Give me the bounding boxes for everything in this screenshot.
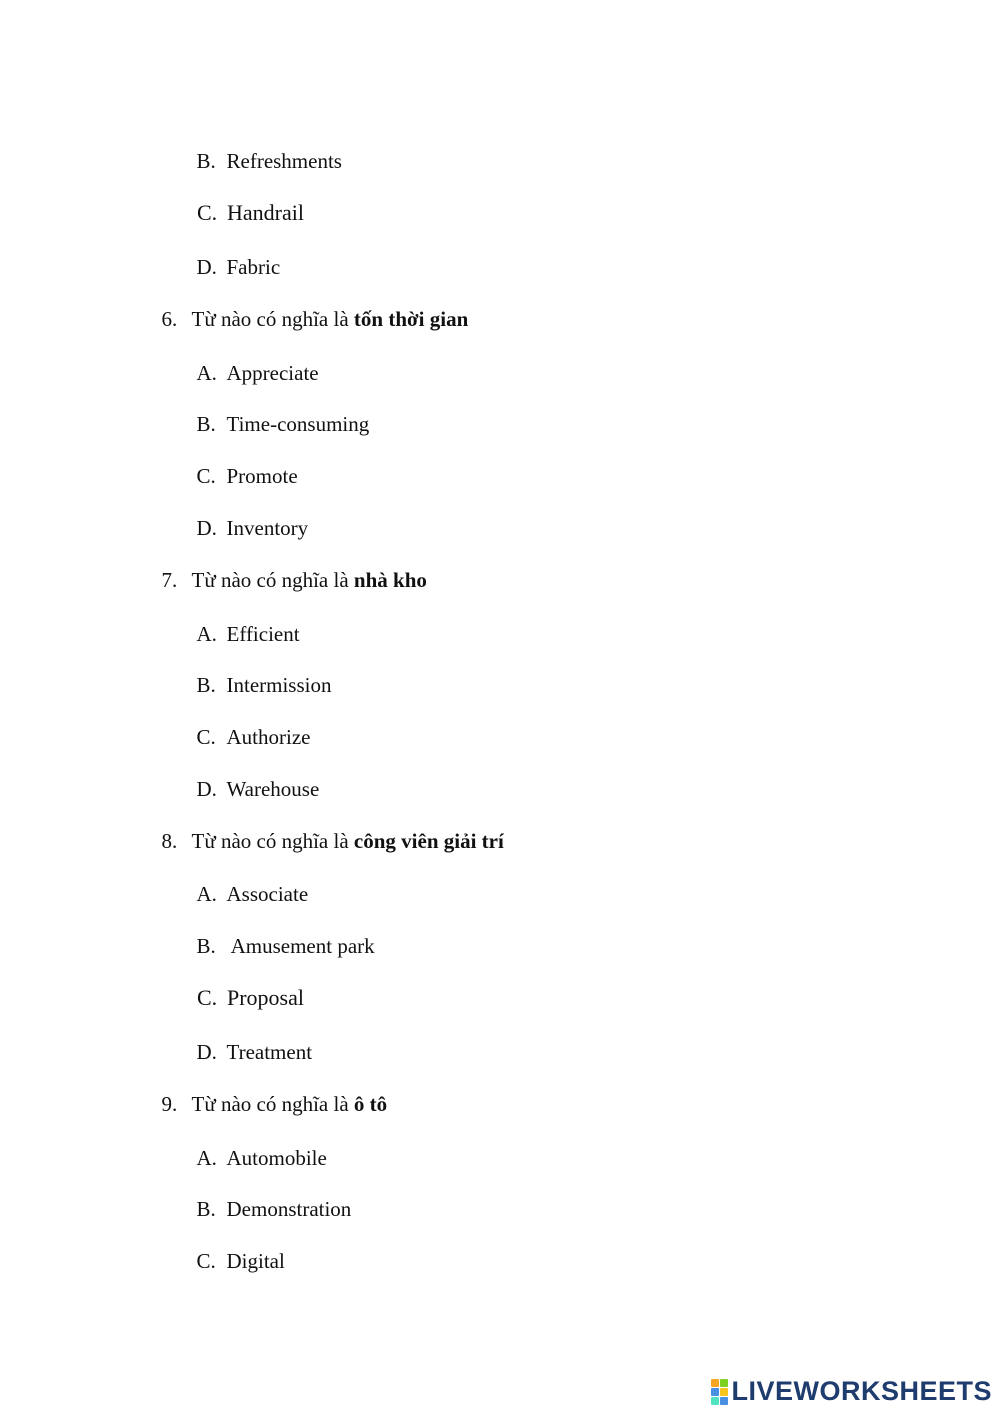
option-7c[interactable] [186,698,310,750]
option-9a[interactable] [186,1119,327,1171]
option-text: Amusement park [226,934,375,958]
question-term: tốn thời gian [353,307,469,331]
option-letter: B. [196,412,216,436]
option-9c[interactable] [186,1222,285,1274]
question-9 [151,1065,387,1117]
option-text: Associate [226,882,309,906]
option-letter: D. [196,516,217,540]
option-5b[interactable] [186,122,342,174]
option-text: Automobile [226,1146,327,1170]
option-7b[interactable] [186,646,332,698]
option-8a[interactable] [186,855,308,907]
option-text: Digital [226,1249,285,1273]
option-letter: B. [196,673,216,697]
liveworksheets-mark-icon [711,1379,728,1405]
option-letter: B. [196,149,216,173]
question-number: 8. [161,829,178,853]
option-text: Appreciate [226,361,319,385]
option-text: Efficient [226,622,300,646]
question-prefix: Từ nào có nghĩa là [191,829,354,853]
option-text: Fabric [226,255,281,279]
option-text: Refreshments [226,149,342,173]
question-prefix: Từ nào có nghĩa là [191,1092,354,1116]
option-text: Intermission [226,673,332,697]
option-8d[interactable] [186,1013,312,1065]
option-text: Authorize [226,725,311,749]
option-text: Demonstration [226,1197,352,1221]
option-letter: C. [196,725,216,749]
option-text: Treatment [226,1040,313,1064]
option-8c[interactable] [186,959,304,1011]
question-8 [151,802,504,854]
option-letter: C. [196,1249,216,1273]
option-letter: A. [196,361,217,385]
option-7a[interactable] [186,595,300,647]
option-9b[interactable] [186,1170,351,1222]
question-7 [151,541,427,593]
question-term: nhà kho [353,568,427,592]
question-6 [151,280,468,332]
liveworksheets-logo[interactable] [711,1376,992,1407]
option-text: Proposal [227,985,304,1010]
option-letter: A. [196,1146,217,1170]
question-term: ô tô [353,1092,388,1116]
option-8b[interactable] [186,907,375,959]
option-letter: D. [196,1040,217,1064]
question-number: 6. [161,307,178,331]
option-letter: B. [196,934,216,958]
option-text: Warehouse [226,777,320,801]
option-letter: A. [196,622,217,646]
option-letter: C. [197,985,218,1010]
option-letter: A. [196,882,217,906]
option-6b[interactable] [186,385,369,437]
option-6c[interactable] [186,437,298,489]
option-5d[interactable] [186,228,280,280]
option-text: Inventory [226,516,309,540]
option-letter: B. [196,1197,216,1221]
option-text: Promote [226,464,298,488]
option-letter: D. [196,777,217,801]
question-number: 9. [161,1092,178,1116]
option-6a[interactable] [186,334,319,386]
option-text: Handrail [227,200,304,225]
option-5c[interactable] [186,174,304,226]
question-term: công viên giải trí [353,829,504,853]
option-text: Time-consuming [226,412,370,436]
option-7d[interactable] [186,750,319,802]
option-6d[interactable] [186,489,308,541]
question-number: 7. [161,568,178,592]
question-prefix: Từ nào có nghĩa là [191,568,354,592]
option-letter: C. [197,200,218,225]
option-letter: C. [196,464,216,488]
logo-text: LIVEWORKSHEETS [731,1376,992,1406]
question-prefix: Từ nào có nghĩa là [191,307,354,331]
option-letter: D. [196,255,217,279]
